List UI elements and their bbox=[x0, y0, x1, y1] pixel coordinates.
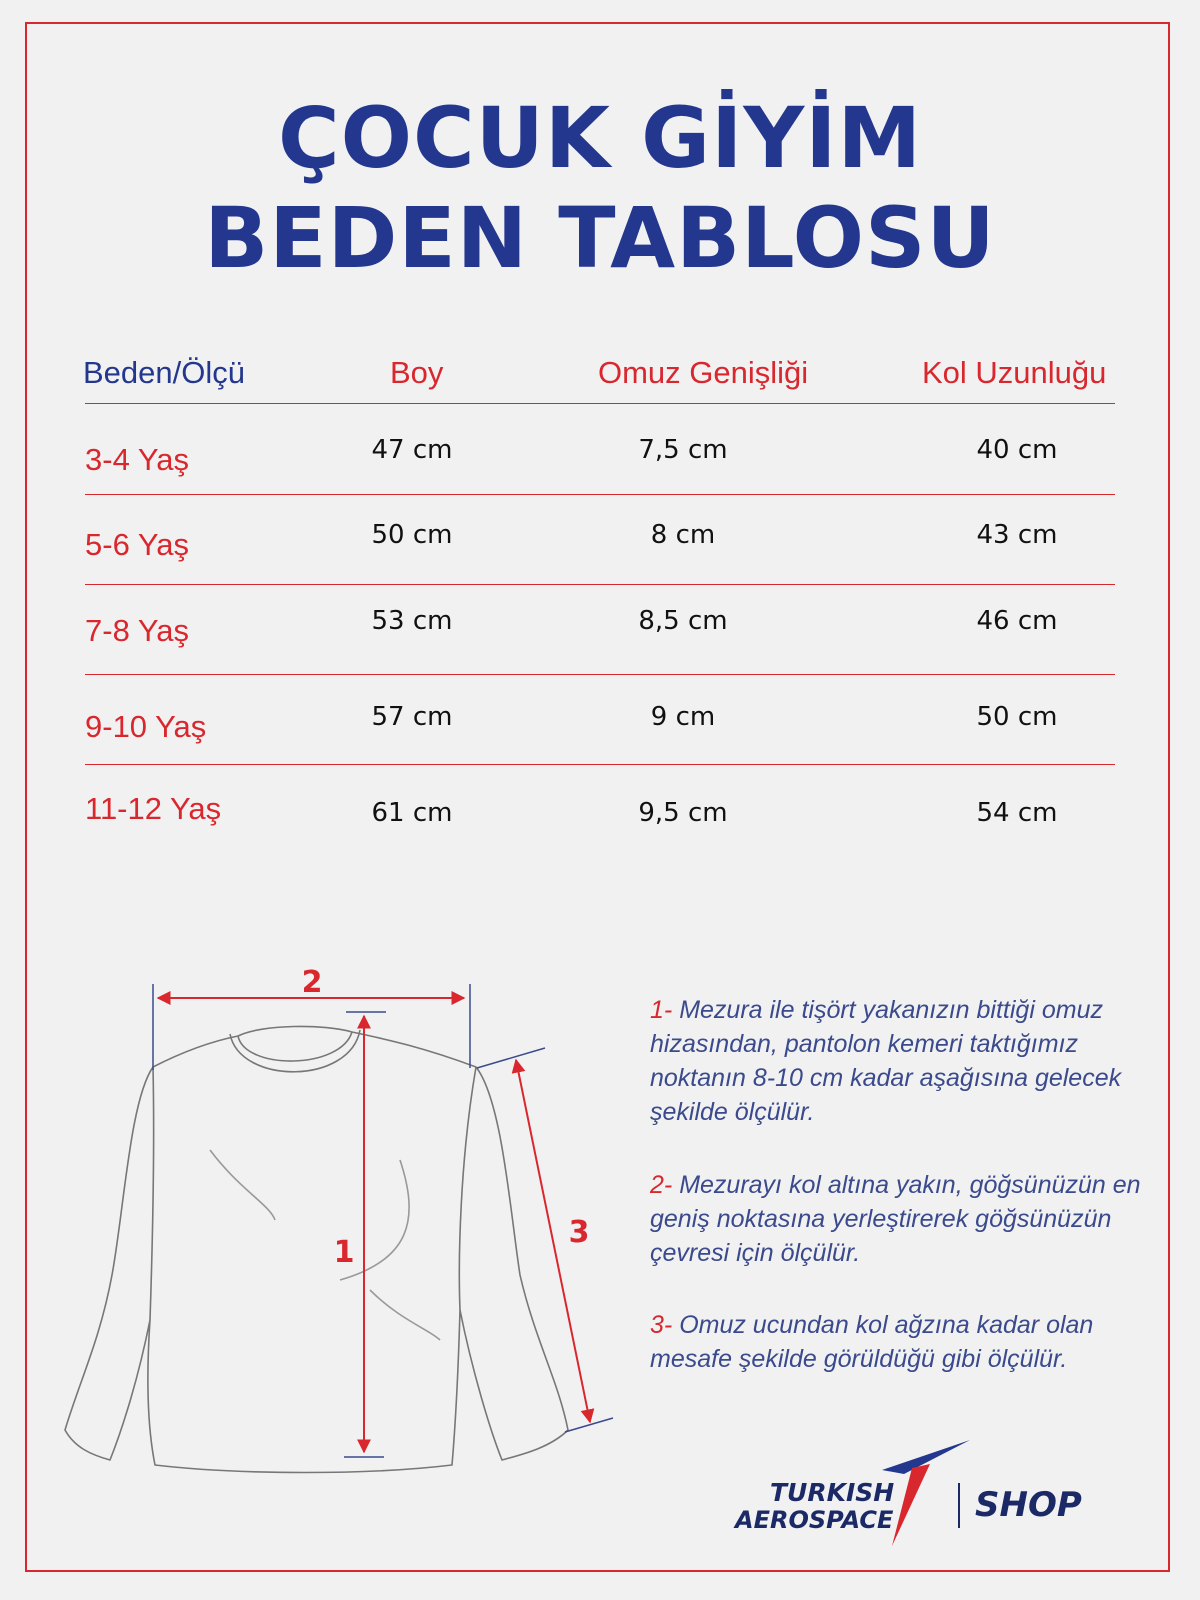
instruction-number: 2- bbox=[650, 1171, 673, 1199]
instruction-text: Mezurayı kol altına yakın, göğsünüzün en geniş noktasına yerleştirerek göğsünüzün çevresi için ölçülür. bbox=[650, 1171, 1141, 1267]
instruction-number: 3- bbox=[650, 1311, 673, 1339]
row-sleeve: 54 cm bbox=[976, 798, 1058, 828]
table-divider bbox=[85, 764, 1115, 765]
row-sleeve: 46 cm bbox=[976, 606, 1058, 636]
row-shoulder: 8,5 cm bbox=[638, 606, 728, 636]
logo-text-line2: AEROSPACE bbox=[735, 1506, 894, 1534]
row-length: 57 cm bbox=[371, 702, 453, 732]
row-length: 50 cm bbox=[371, 520, 453, 550]
table-row bbox=[0, 515, 1200, 575]
instruction-text: Omuz ucundan kol ağzına kadar olan mesafe şekilde görüldüğü gibi ölçülür. bbox=[650, 1311, 1094, 1373]
row-shoulder: 8 cm bbox=[650, 520, 716, 550]
table-divider bbox=[85, 403, 1115, 404]
table-divider bbox=[85, 584, 1115, 585]
logo-shop-text: SHOP bbox=[975, 1485, 1082, 1525]
logo-text-line1: TURKISH bbox=[770, 1478, 895, 1507]
row-length: 53 cm bbox=[371, 606, 453, 636]
row-shoulder: 7,5 cm bbox=[638, 435, 728, 465]
column-header-length: Boy bbox=[390, 355, 444, 390]
instruction-number: 1- bbox=[650, 996, 673, 1024]
table-divider bbox=[85, 494, 1115, 495]
instruction-3 bbox=[650, 1308, 1160, 1376]
row-size: 11-12 Yaş bbox=[85, 791, 222, 826]
shirt-outline bbox=[65, 1026, 568, 1472]
row-sleeve: 50 cm bbox=[976, 702, 1058, 732]
row-size: 5-6 Yaş bbox=[85, 527, 189, 562]
row-size: 7-8 Yaş bbox=[85, 613, 189, 648]
row-size: 9-10 Yaş bbox=[85, 709, 207, 744]
instruction-1 bbox=[650, 993, 1160, 1129]
measure-lines bbox=[153, 984, 613, 1457]
page-title-line1: ÇOCUK GİYİM bbox=[277, 89, 923, 187]
logo-separator bbox=[958, 1483, 960, 1528]
row-shoulder: 9 cm bbox=[650, 702, 716, 732]
instruction-text: Mezura ile tişört yakanızın bittiği omuz hizasından, pantolon kemeri taktığımız noktanın 8-10 cm kadar aşağısına gelecek şekilde ölçülür. bbox=[650, 996, 1122, 1126]
table-row bbox=[0, 697, 1200, 757]
row-sleeve: 43 cm bbox=[976, 520, 1058, 550]
diagram-label-2: 2 bbox=[301, 965, 323, 1000]
row-size: 3-4 Yaş bbox=[85, 442, 189, 477]
diagram-label-3: 3 bbox=[568, 1215, 590, 1250]
row-sleeve: 40 cm bbox=[976, 435, 1058, 465]
table-divider bbox=[85, 674, 1115, 675]
page-title-line2: BEDEN TABLOSU bbox=[204, 189, 996, 287]
row-length: 61 cm bbox=[371, 798, 453, 828]
column-header-shoulder: Omuz Genişliği bbox=[598, 355, 809, 390]
table-row bbox=[0, 793, 1200, 853]
column-header-sleeve: Kol Uzunluğu bbox=[922, 355, 1107, 390]
instruction-2 bbox=[650, 1168, 1160, 1270]
column-header-size: Beden/Ölçü bbox=[83, 355, 245, 390]
shirt-measurement-diagram bbox=[40, 960, 630, 1500]
table-row bbox=[0, 601, 1200, 661]
table-row bbox=[0, 430, 1200, 490]
row-length: 47 cm bbox=[371, 435, 453, 465]
brand-logo bbox=[730, 1438, 1130, 1548]
diagram-label-1: 1 bbox=[333, 1235, 355, 1270]
row-shoulder: 9,5 cm bbox=[638, 798, 728, 828]
